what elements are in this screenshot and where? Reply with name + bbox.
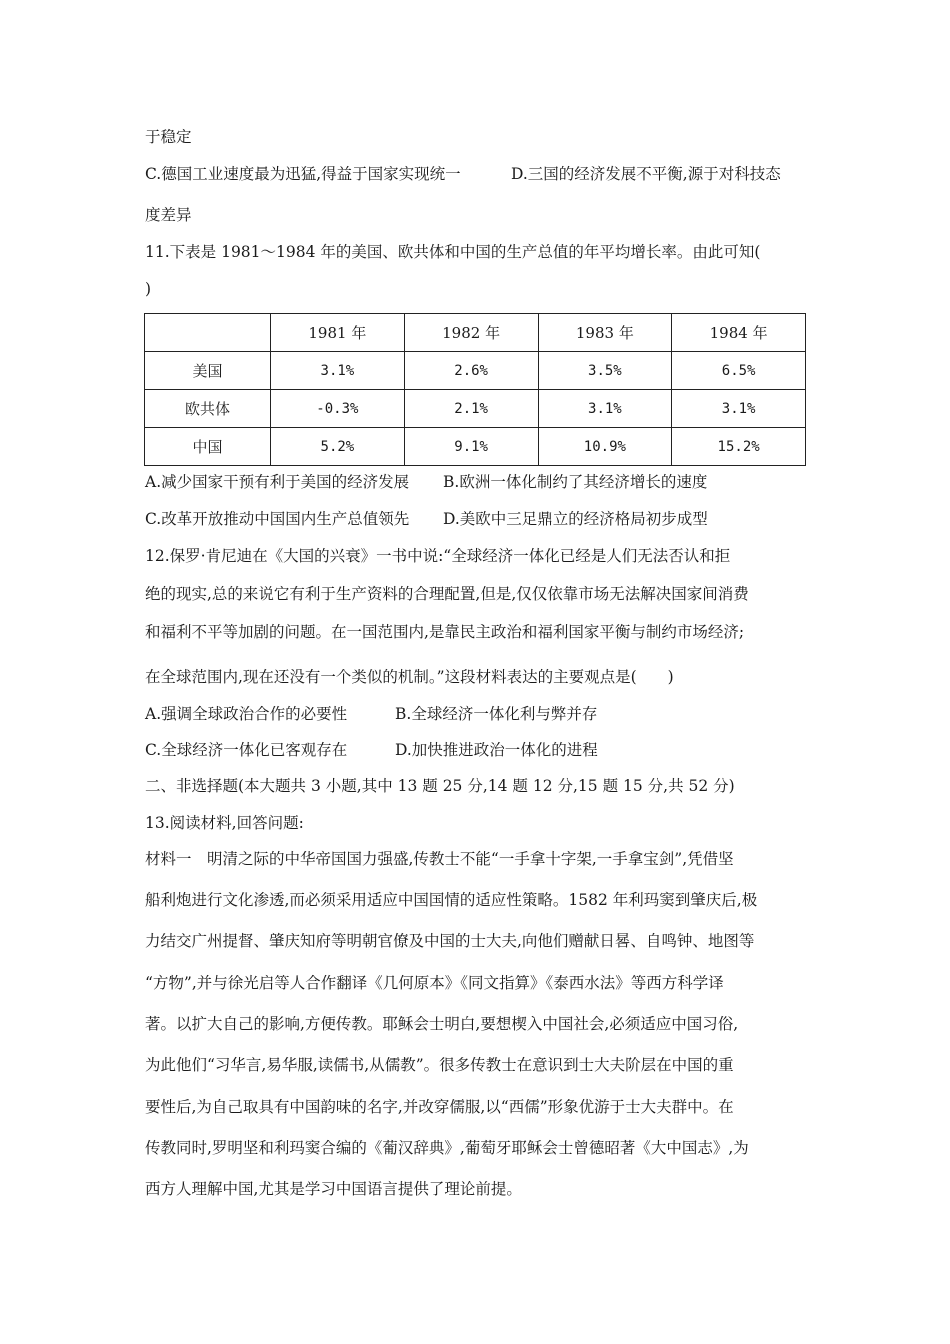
option-d: D.三国的经济发展不平衡,源于对科技态 — [511, 165, 781, 183]
option-row-cd — [145, 164, 815, 184]
material-line: “方物”,并与徐光启等人合作翻译《几何原本》《同文指算》《泰西水法》等西方科学译 — [145, 974, 724, 992]
q12-option-b: B.全球经济一体化利与弊并存 — [395, 705, 598, 723]
q11-option-c: C.改革开放推动中国国内生产总值领先 — [145, 510, 410, 528]
q11-option-a: A.减少国家干预有利于美国的经济发展 — [145, 473, 410, 491]
question-13: 13.阅读材料,回答问题: — [145, 814, 304, 832]
table-cell: 2.6% — [404, 352, 538, 390]
material-line: 为此他们“习华言,易华服,读儒书,从儒教”。很多传教士在意识到士大夫阶层在中国的重 — [145, 1056, 734, 1074]
question-12-line: 和福利不平等加剧的问题。在一国范围内,是靠民主政治和福利国家平衡与制约市场经济; — [145, 623, 745, 641]
q11-option-b: B.欧洲一体化制约了其经济增长的速度 — [443, 473, 708, 491]
option-c: C.德国工业速度最为迅猛,得益于国家实现统一 — [145, 165, 461, 183]
table-cell: 5.2% — [271, 428, 405, 466]
table-cell: 3.1% — [271, 352, 405, 390]
table-row — [145, 428, 806, 466]
question-11: 11.下表是 1981～1984 年的美国、欧共体和中国的生产总值的年平均增长率。由此可知( — [145, 243, 761, 261]
table-cell: 15.2% — [672, 428, 806, 466]
question-12-line: 在全球范围内,现在还没有一个类似的机制。”这段材料表达的主要观点是( ) — [145, 668, 674, 686]
q12-option-row-cd — [145, 740, 815, 760]
question-12-line: 12.保罗·肯尼迪在《大国的兴衰》一书中说:“全球经济一体化已经是人们无法否认和拒 — [145, 547, 731, 565]
table-cell: 2.1% — [404, 390, 538, 428]
q11-option-d: D.美欧中三足鼎立的经济格局初步成型 — [443, 510, 708, 528]
material-line: 西方人理解中国,尤其是学习中国语言提供了理论前提。 — [145, 1180, 522, 1198]
table-header-row — [145, 314, 806, 352]
material-line: 船利炮进行文化渗透,而必须采用适应中国国情的适应性策略。1582 年利玛窦到肇庆后,极 — [145, 891, 758, 909]
table-header-cell: 1982 年 — [404, 314, 538, 352]
q11-option-row-ab — [145, 472, 815, 492]
table-header-cell: 1981 年 — [271, 314, 405, 352]
table-row-label: 中国 — [145, 428, 271, 466]
q12-option-a: A.强调全球政治合作的必要性 — [145, 705, 348, 723]
table-header-cell — [145, 314, 271, 352]
growth-rate-table — [144, 313, 806, 466]
section-heading: 二、非选择题(本大题共 3 小题,其中 13 题 25 分,14 题 12 分,15 题 15 分,共 52 分) — [145, 777, 735, 795]
q12-option-c: C.全球经济一体化已客观存在 — [145, 741, 348, 759]
table-header-cell: 1984 年 — [672, 314, 806, 352]
question-12-line: 绝的现实,总的来说它有利于生产资料的合理配置,但是,仅仅依靠市场无法解决国家间消费 — [145, 585, 749, 603]
q12-option-d: D.加快推进政治一体化的进程 — [395, 741, 598, 759]
material-line: 传教同时,罗明坚和利玛窦合编的《葡汉辞典》,葡萄牙耶稣会士曾德昭著《大中国志》,为 — [145, 1139, 749, 1157]
q11-option-row-cd — [145, 509, 815, 529]
material-line: 材料一 明清之际的中华帝国国力强盛,传教士不能“一手拿十字架,一手拿宝剑”,凭借坚 — [145, 850, 734, 868]
table-row-label: 美国 — [145, 352, 271, 390]
line-continuation: 于稳定 — [145, 128, 192, 146]
table-cell: 3.1% — [538, 390, 672, 428]
table-cell: 9.1% — [404, 428, 538, 466]
material-line: 要性后,为自己取具有中国韵味的名字,并改穿儒服,以“西儒”形象优游于士大夫群中。在 — [145, 1098, 734, 1116]
table-cell: -0.3% — [271, 390, 405, 428]
table-cell: 3.1% — [672, 390, 806, 428]
table-header-cell: 1983 年 — [538, 314, 672, 352]
question-11-paren: ) — [145, 280, 152, 298]
table-cell: 6.5% — [672, 352, 806, 390]
material-line: 力结交广州提督、肇庆知府等明朝官僚及中国的士大夫,向他们赠献日晷、自鸣钟、地图等 — [145, 932, 755, 950]
table-row — [145, 352, 806, 390]
table-cell: 10.9% — [538, 428, 672, 466]
q12-option-row-ab — [145, 704, 815, 724]
line-continuation: 度差异 — [145, 206, 192, 224]
material-line: 著。以扩大自己的影响,方便传教。耶稣会士明白,要想楔入中国社会,必须适应中国习俗, — [145, 1015, 739, 1033]
table-row-label: 欧共体 — [145, 390, 271, 428]
table-row — [145, 390, 806, 428]
table-cell: 3.5% — [538, 352, 672, 390]
